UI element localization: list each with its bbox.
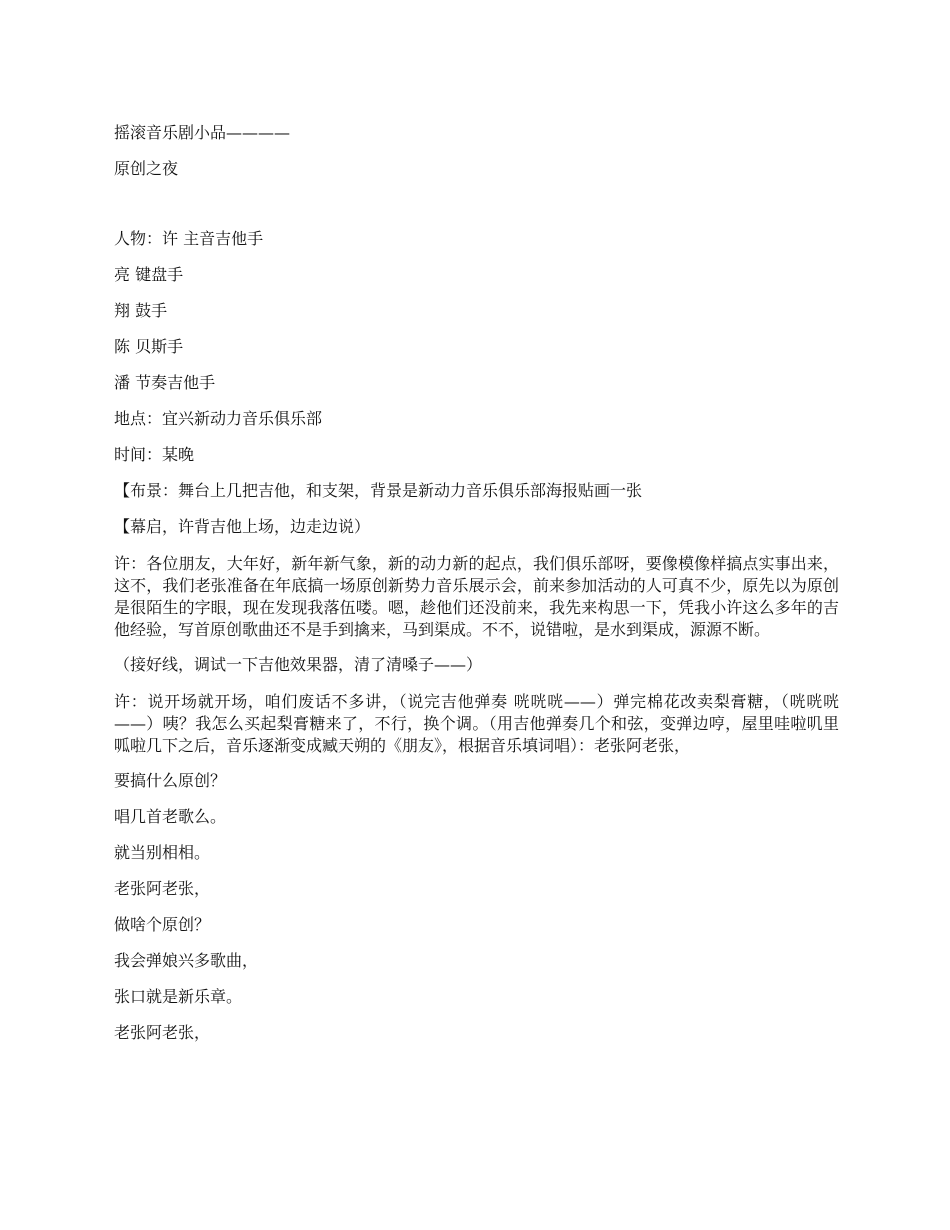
character-line: 翔 鼓手 [114,301,168,320]
document-body [114,123,839,1059]
character-line: 潘 节奏吉他手 [114,373,216,392]
dialogue-paragraph-1: 许：各位朋友，大年好，新年新气象，新的动力新的起点，我们俱乐部呀，要像模像样搞点实事出来，这不，我们老张准备在年底搞一场原创新势力音乐展示会，前来参加活动的人可真不少，原先以为原创是很陌生的字眼，现在发现我落伍喽。嗯，趁他们还没前来，我先来构思一下，凭我小许这么多年的吉他经验，写首原创歌曲还不是手到擒来，马到渠成。不不，说错啦，是水到渠成，源源不断。 [114,554,839,639]
setting-line: 【布景：舞台上几把吉他，和支架，背景是新动力音乐俱乐部海报贴画一张 [114,481,643,500]
character-line: 亮 键盘手 [114,265,184,284]
lyric-line: 做啥个原创？ [114,915,211,934]
lyric-line: 老张阿老张， [114,879,211,898]
lyric-line: 老张阿老张， [114,1023,211,1042]
lyric-line: 张口就是新乐章。 [114,987,243,1006]
lyric-line: 我会弹娘兴多歌曲， [114,951,259,970]
lyric-line: 要搞什么原创？ [114,771,227,790]
time-line: 时间：某晚 [114,445,195,464]
title-line-2: 原创之夜 [114,159,179,178]
lyric-line: 就当别相相。 [114,843,211,862]
blank-gap [114,195,839,229]
character-line: 陈 贝斯手 [114,337,184,356]
character-line: 人物：许 主音吉他手 [114,229,264,248]
curtain-line: 【幕启，许背吉他上场，边走边说） [114,517,371,536]
location-line: 地点：宜兴新动力音乐俱乐部 [114,409,323,428]
dialogue-paragraph-2: 许：说开场就开场，咱们废话不多讲，（说完吉他弹奏 咣咣咣——）弹完棉花改卖梨膏糖，（咣咣咣——）咦？我怎么买起梨膏糖来了，不行，换个调。（用吉他弹奏几个和弦，变弹边哼，屋里哇啦叽里呱啦几下之后，音乐逐渐变成臧天朔的《朋友》，根据音乐填词唱）：老张阿老张， [114,692,839,755]
lyric-line: 唱几首老歌么。 [114,807,227,826]
title-line-1: 摇滚音乐剧小品———— [114,123,291,142]
stage-direction-line: （接好线，调试一下吉他效果器，清了清嗓子——） [114,655,483,674]
